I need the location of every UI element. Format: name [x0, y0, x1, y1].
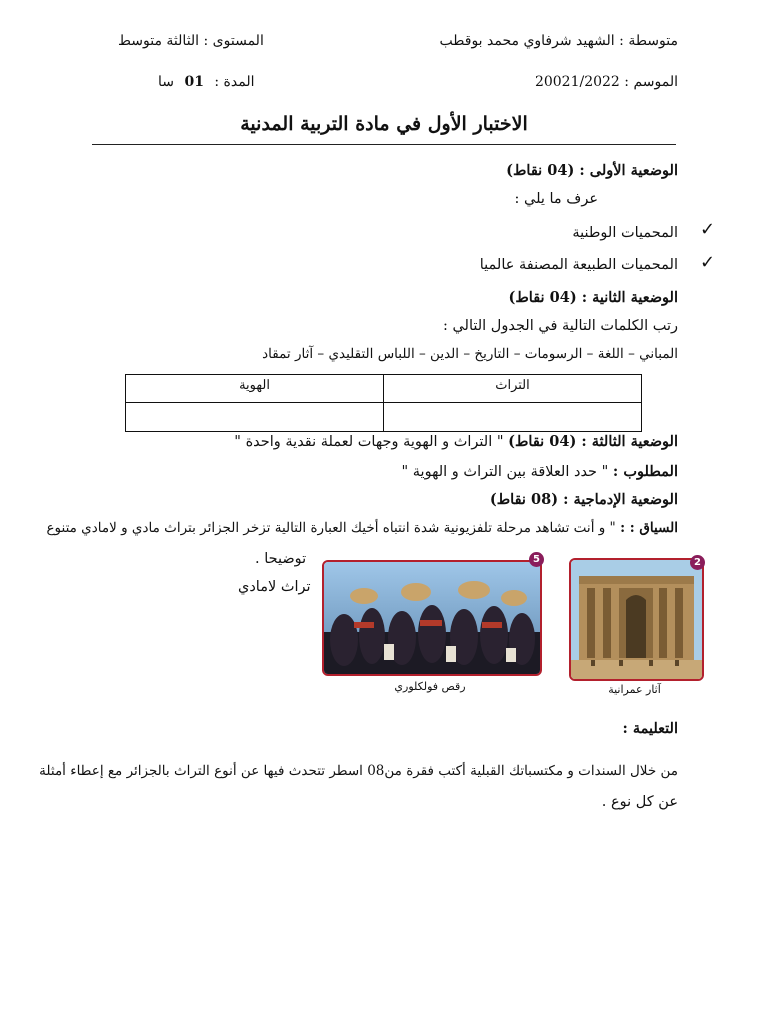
situation3-text: " التراث و الهوية وجهات لعملة نقدية واحدة " — [234, 434, 504, 450]
table-cell-heritage[interactable] — [384, 403, 642, 432]
duration-unit: سا — [158, 74, 174, 90]
side-text-2: تراث لامادي — [238, 579, 311, 595]
context-label: السياق : : — [620, 520, 678, 536]
classification-table — [125, 374, 642, 432]
context-line — [46, 520, 678, 536]
exam-title: الاختبار الأول في مادة التربية المدنية — [240, 113, 528, 135]
ruins-caption: آثار عمرانية — [608, 683, 661, 696]
duration-label: المدة : — [214, 74, 255, 90]
folklore-dance-caption: رقص فولكلوري — [394, 680, 466, 693]
required-line — [401, 463, 678, 480]
checkmark-icon: ✓ — [700, 219, 716, 240]
season-line — [535, 74, 678, 90]
situation1-heading: الوضعية الأولى : (04 نقاط) — [506, 162, 678, 179]
season-value: 20021/2022 — [534, 74, 620, 90]
required-text: " حدد العلاقة بين التراث و الهوية " — [401, 464, 609, 480]
instruction-heading: التعليمة : — [622, 720, 678, 737]
image-number-badge: 2 — [690, 555, 705, 570]
situation1-instruction: عرف ما يلي : — [514, 191, 598, 207]
checkmark-icon: ✓ — [700, 252, 716, 273]
image-number-badge: 5 — [529, 552, 544, 567]
duration-value: 01 — [184, 74, 204, 90]
ruins-illustration — [571, 560, 702, 679]
situation3-line — [234, 433, 678, 450]
season-label: الموسم : — [624, 74, 678, 90]
instruction-line-2: عن كل نوع . — [601, 794, 678, 810]
situation3-heading: الوضعية الثالثة : (04 نقاط) — [508, 433, 678, 450]
ruins-image — [569, 558, 704, 681]
dance-scene-illustration — [324, 562, 540, 674]
instruction-line-1: من خلال السندات و مكتسباتك القبلية أكتب فقرة من08 اسطر تتحدث فيها عن أنوع التراث بالجزائر مع إعطاء أمثلة — [39, 763, 678, 779]
situation4-heading: الوضعية الإدماجية : (08 نقاط) — [489, 491, 678, 508]
duration-line — [158, 74, 255, 90]
situation2-heading: الوضعية الثانية : (04 نقاط) — [508, 289, 678, 306]
words-list: المباني – اللغة – الرسومات – التاريخ – الدين – اللباس التقليدي – آثار تمقاد — [262, 346, 678, 362]
table-header-identity: الهوية — [126, 375, 384, 403]
situation2-instruction: رتب الكلمات التالية في الجدول التالي : — [442, 318, 678, 334]
context-text: " و أنت تشاهد مرحلة تلفزيونية شدة انتباه أخيك العبارة التالية تزخر الجزائر بتراث مادي و لامادي متنوع — [46, 520, 616, 536]
side-text-1: توضيحا . — [255, 551, 307, 567]
definition-item-2: المحميات الطبيعة المصنفة عالميا — [479, 257, 678, 273]
table-cell-identity[interactable] — [126, 403, 384, 432]
title-divider — [92, 144, 676, 145]
folklore-dance-image — [322, 560, 542, 676]
table-header-row — [126, 375, 642, 403]
school-name: متوسطة : الشهيد شرفاوي محمد بوقطب — [439, 33, 678, 49]
definition-item-1: المحميات الوطنية — [572, 225, 678, 241]
required-label: المطلوب : — [612, 463, 678, 480]
table-header-heritage: التراث — [384, 375, 642, 403]
level-label: المستوى : الثالثة متوسط — [118, 33, 264, 49]
table-row — [126, 403, 642, 432]
